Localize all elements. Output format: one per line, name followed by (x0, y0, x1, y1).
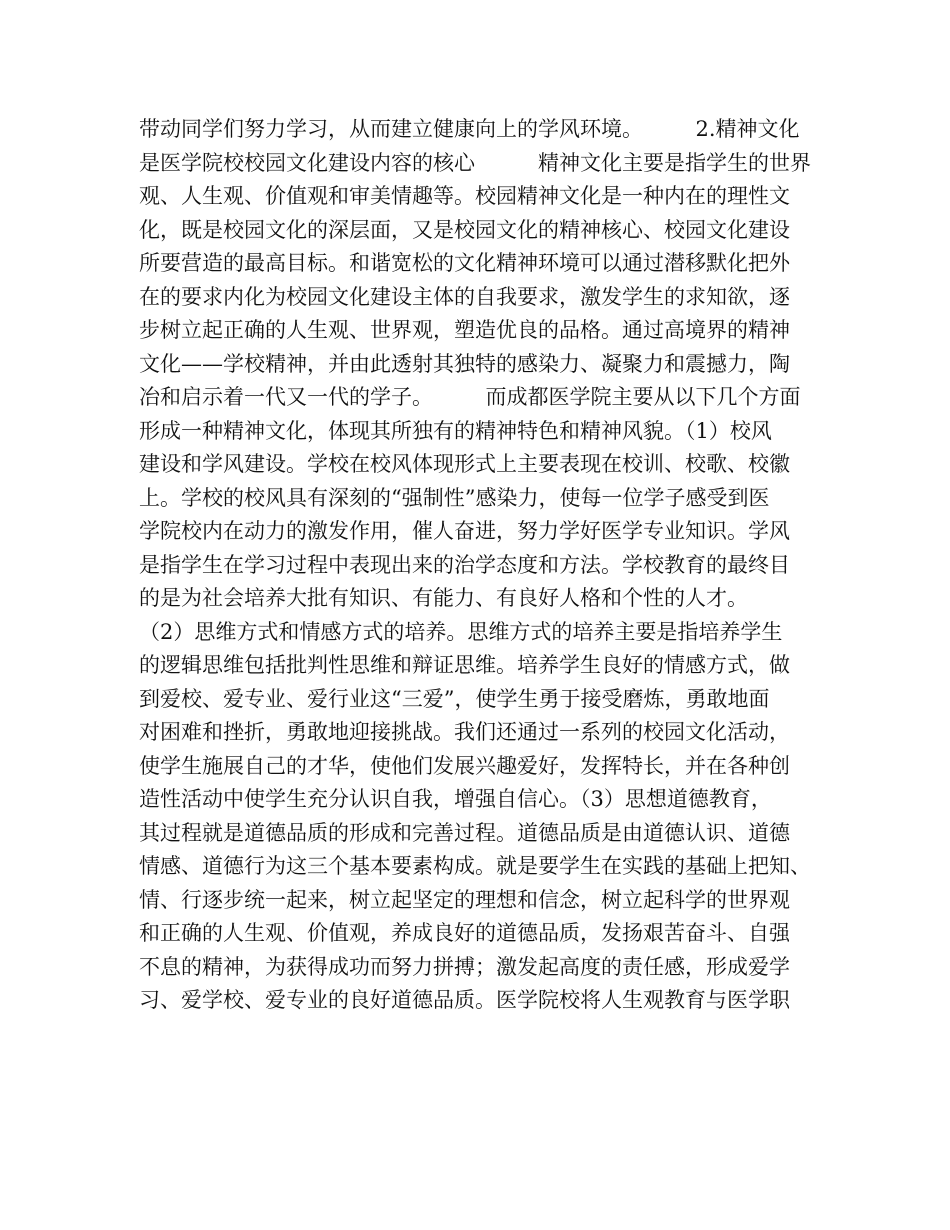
text-line: 不息的精神，为获得成功而努力拼搏；激发起高度的责任感，形成爱学 (139, 954, 790, 979)
text-line: 是指学生在学习过程中表现出来的治学态度和方法。学校教育的最终目 (139, 552, 790, 577)
text-line: 观、人生观、价值观和审美情趣等。校园精神文化是一种内在的理性文 (139, 184, 790, 208)
text-line: 的逻辑思维包括批判性思维和辩证思维。培养学生良好的情感方式，做 (139, 653, 790, 677)
text-line: 情感、道德行为这三个基本要素构成。就是要学生在实践的基础上把知、 (139, 854, 811, 878)
text-line: 情、行逐步统一起来，树立起坚定的理想和信念，树立起科学的世界观 (139, 887, 790, 912)
text-line: （2）思维方式和情感方式的培养。思维方式的培养主要是指培养学生 (139, 619, 783, 644)
text-line: 化，既是校园文化的深层面，又是校园文化的精神核心、校园文化建设 (139, 217, 790, 242)
text-line: 的是为社会培养大批有知识、有能力、有良好人格和个性的人才。 (139, 586, 748, 610)
text-line: 形成一种精神文化，体现其所独有的精神特色和精神风貌。（1）校风 (139, 418, 772, 443)
text-line: 使学生施展自己的才华，使他们发展兴趣爱好，发挥特长，并在各种创 (139, 753, 790, 778)
text-line: 建设和学风建设。学校在校风体现形式上主要表现在校训、校歌、校徽 (139, 452, 790, 476)
text-line: 学院校内在动力的激发作用，催人奋进，努力学好医学专业知识。学风 (139, 519, 790, 543)
text-line: 对困难和挫折，勇敢地迎接挑战。我们还通过一系列的校园文化活动， (139, 720, 790, 744)
text-line: 是医学院校校园文化建设内容的核心 精神文化主要是指学生的世界 (139, 150, 811, 175)
text-line: 造性活动中使学生充分认识自我，增强自信心。（3）思想道德教育， (139, 787, 772, 811)
text-line: 文化——学校精神，并由此透射其独特的感染力、凝聚力和震撼力，陶 (139, 351, 790, 376)
text-line: 在的要求内化为校园文化建设主体的自我要求，激发学生的求知欲，逐 (139, 284, 790, 309)
text-line: 和正确的人生观、价值观，养成良好的道德品质，发扬艰苦奋斗、自强 (139, 921, 790, 945)
text-line: 步树立起正确的人生观、世界观，塑造优良的品格。通过高境界的精神 (139, 318, 790, 342)
text-line: 所要营造的最高目标。和谐宽松的文化精神环境可以通过潜移默化把外 (139, 251, 790, 275)
text-line: 冶和启示着一代又一代的学子。 而成都医学院主要从以下几个方面 (139, 385, 801, 409)
text-line: 上。学校的校风具有深刻的“强制性”感染力，使每一位学子感受到医 (139, 485, 770, 510)
text-line: 到爱校、爱专业、爱行业这“三爱”，使学生勇于接受磨炼，勇敢地面 (139, 686, 770, 711)
text-line: 习、爱学校、爱专业的良好道德品质。医学院校将人生观教育与医学职 (139, 988, 790, 1012)
text-line: 其过程就是道德品质的形成和完善过程。道德品质是由道德认识、道德 (139, 820, 790, 845)
text-line: 带动同学们努力学习，从而建立健康向上的学风环境。 2.精神文化 (139, 117, 800, 141)
body-text (139, 113, 839, 1018)
